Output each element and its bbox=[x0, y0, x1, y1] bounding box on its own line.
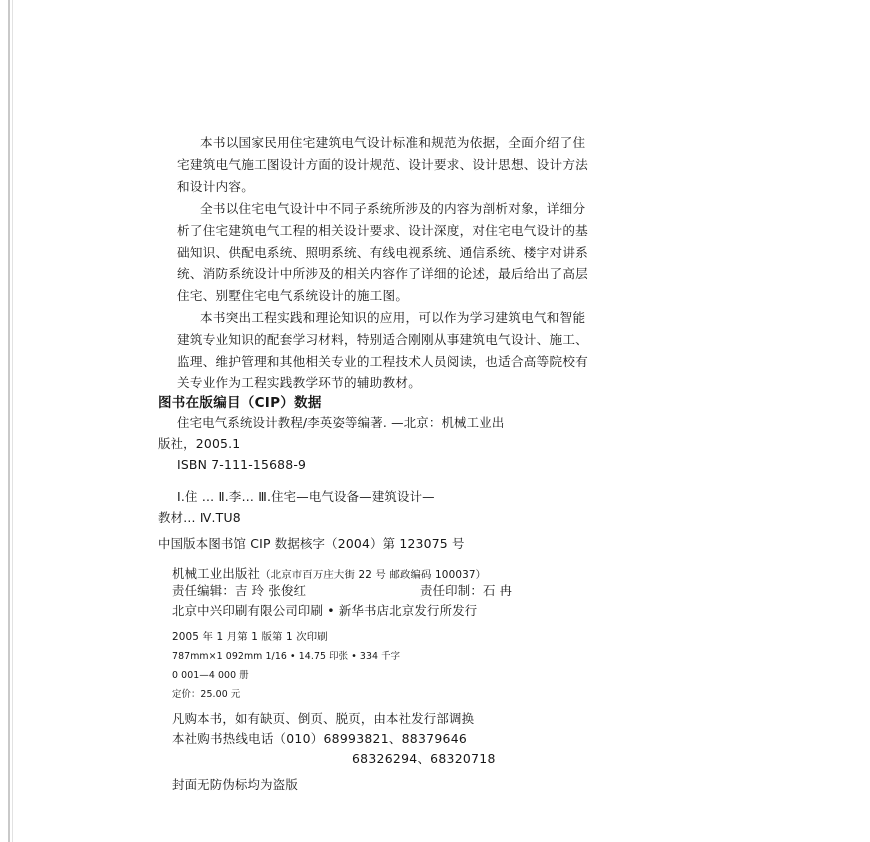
price: 定价：25.00 元 bbox=[172, 689, 241, 700]
intro-line: 析了住宅建筑电气工程的相关设计要求、设计深度，对住宅电气设计的基 bbox=[177, 223, 588, 238]
publisher-address: （北京市百万庄大街 22 号 邮政编码 100037） bbox=[260, 569, 487, 581]
intro-line: 宅建筑电气施工图设计方面的设计规范、设计要求、设计思想、设计方法 bbox=[177, 157, 588, 172]
format: 787mm×1 092mm 1/16 • 14.75 印张 • 334 千字 bbox=[172, 651, 401, 662]
intro-line: 础知识、供配电系统、照明系统、有线电视系统、通信系统、楼宇对讲系 bbox=[177, 245, 588, 260]
publisher-name: 机械工业出版社 bbox=[172, 566, 261, 581]
publisher-line bbox=[172, 565, 486, 581]
printer: 北京中兴印刷有限公司印刷 • 新华书店北京发行所发行 bbox=[172, 603, 478, 618]
intro-line: 和设计内容。 bbox=[177, 179, 255, 194]
cip-title-line: 版社，2005.1 bbox=[158, 436, 241, 451]
page-edge-shadow bbox=[12, 0, 13, 842]
classification: Ⅰ.住 … Ⅱ.李… Ⅲ.住宅—电气设备—建筑设计— bbox=[177, 489, 435, 504]
intro-line: 监理、维护管理和其他相关专业的工程技术人员阅读，也适合高等院校有 bbox=[177, 354, 588, 369]
cip-title-line: 住宅电气系统设计教程/李英姿等编著. —北京：机械工业出 bbox=[177, 415, 505, 430]
intro-line: 全书以住宅电气设计中不同子系统所涉及的内容为剖析对象，详细分 bbox=[200, 201, 586, 216]
copies: 0 001—4 000 册 bbox=[172, 670, 249, 681]
classification: 教材… Ⅳ.TU8 bbox=[158, 510, 241, 525]
hotline-continued: 68326294、68320718 bbox=[352, 751, 496, 766]
isbn: ISBN 7-111-15688-9 bbox=[177, 457, 307, 472]
anti-piracy-notice: 封面无防伪标均为盗版 bbox=[172, 777, 298, 792]
cip-record: 中国版本图书馆 CIP 数据核字（2004）第 123075 号 bbox=[158, 536, 465, 551]
defect-notice: 凡购本书，如有缺页、倒页、脱页，由本社发行部调换 bbox=[172, 711, 475, 726]
page-edge bbox=[8, 0, 10, 842]
intro-line: 住宅、别墅住宅电气系统设计的施工图。 bbox=[177, 288, 409, 303]
intro-line: 统、消防系统设计中所涉及的相关内容作了详细的论述，最后给出了高层 bbox=[177, 266, 588, 281]
intro-line: 建筑专业知识的配套学习材料，特别适合刚刚从事建筑电气设计、施工、 bbox=[177, 332, 588, 347]
edition: 2005 年 1 月第 1 版第 1 次印刷 bbox=[172, 631, 328, 643]
hotline: 本社购书热线电话（010）68993821、88379646 bbox=[172, 731, 468, 746]
intro-line: 本书突出工程实践和理论知识的应用，可以作为学习建筑电气和智能 bbox=[200, 310, 586, 325]
editor: 责任编辑：吉 玲 张俊红 bbox=[172, 583, 307, 598]
print-responsible: 责任印制：石 冉 bbox=[420, 583, 513, 598]
intro-line: 关专业作为工程实践教学环节的辅助教材。 bbox=[177, 375, 422, 390]
cip-heading: 图书在版编目（CIP）数据 bbox=[158, 395, 322, 411]
intro-line: 本书以国家民用住宅建筑电气设计标准和规范为依据，全面介绍了住 bbox=[200, 135, 586, 150]
